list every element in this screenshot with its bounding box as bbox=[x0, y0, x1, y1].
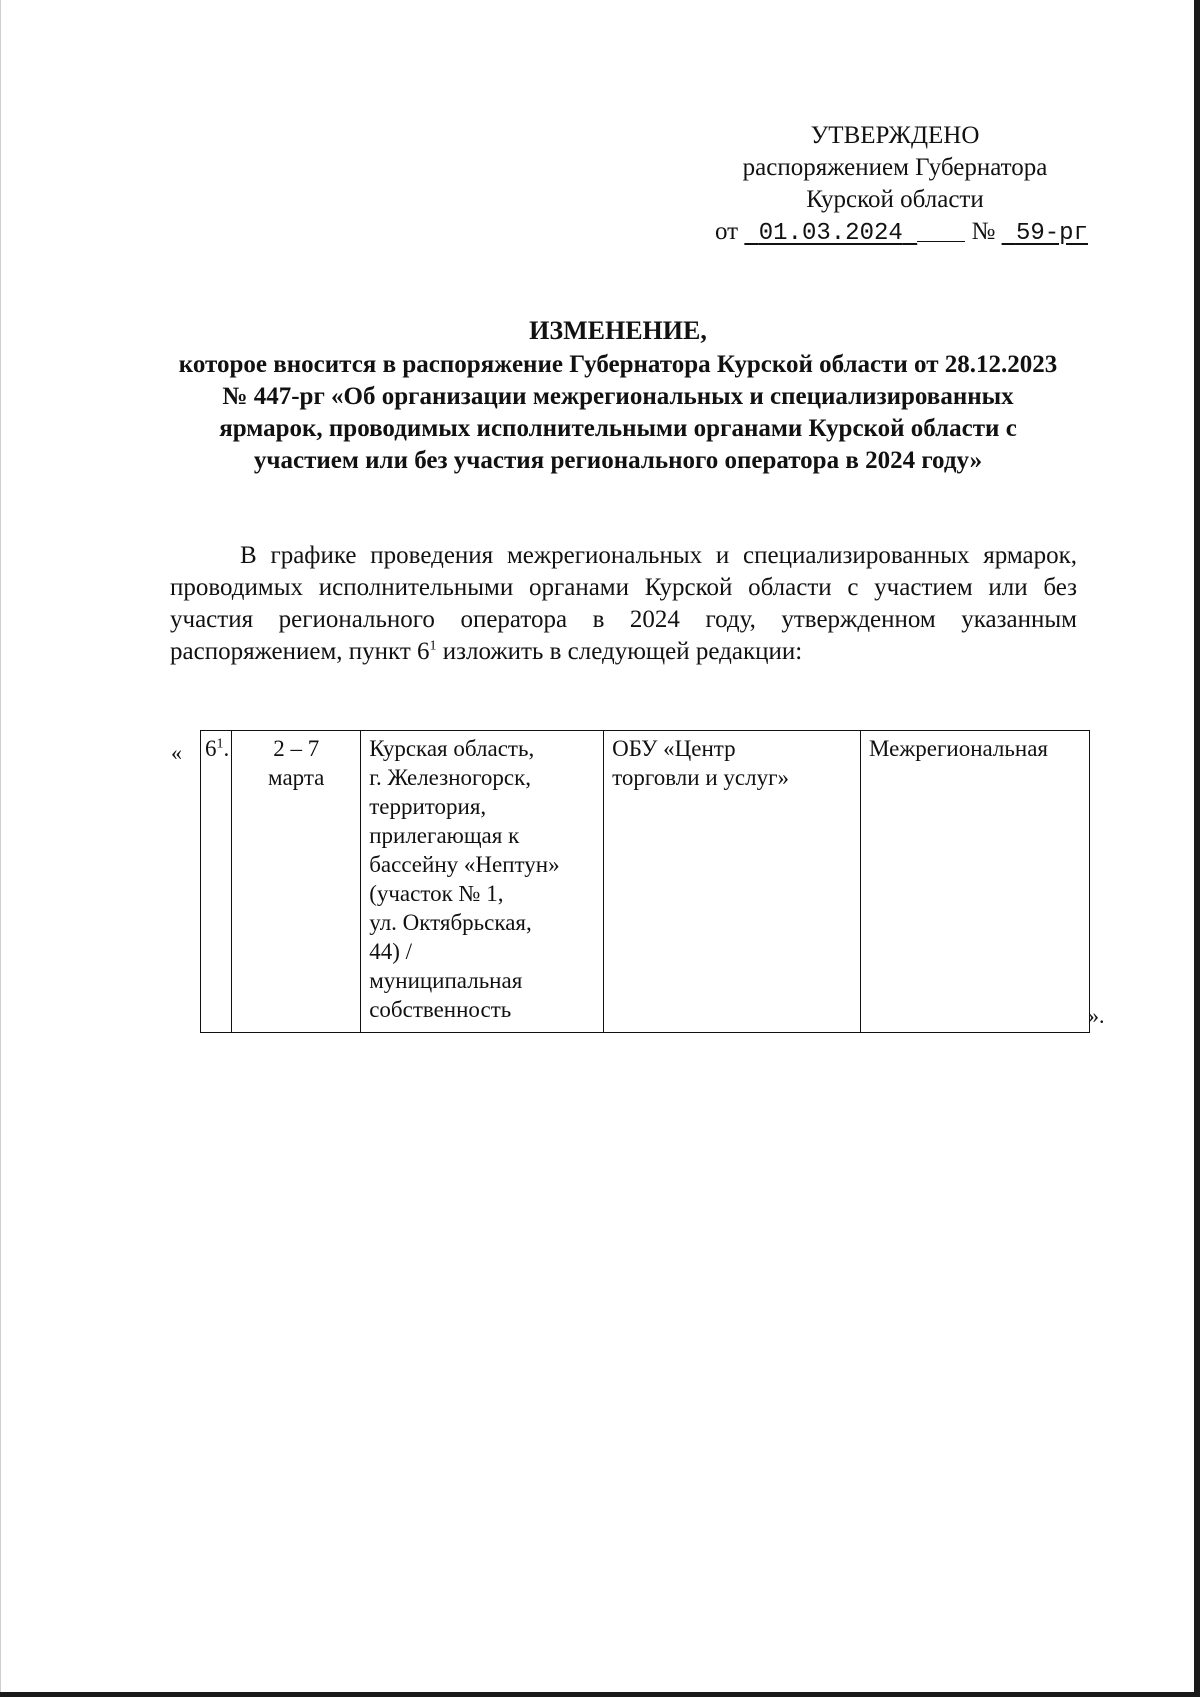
approval-region: Курской области bbox=[806, 186, 984, 213]
body-paragraph: В графике проведения межрегиональных и специализированных ярмарок, проводимых исполнительными органами Курской области с участием или без участия регионального оператора в 2024 году, утвержденном указанным распоряжением, пункт $6^1$ изложить в следующей редакции: bbox=[170, 542, 1077, 665]
title-subtitle: которое вносится в распоряжение Губернатора Курской области от 28.12.2023 № 447-рг «Об организации межрегиональных и специализированных ярмарок, проводимых исполнительными органами Курской области с участием или без участия регионального оператора в 2024 году» bbox=[178, 351, 1058, 474]
cell-fair-type: Межрегиональная bbox=[861, 731, 1090, 1033]
approved-label: УТВЕРЖДЕНО bbox=[810, 122, 980, 149]
approval-date: 01.03.2024 bbox=[758, 220, 903, 247]
date-underline bbox=[917, 240, 965, 242]
approval-number: 59-рг bbox=[1015, 220, 1088, 247]
item-superscript: 1 bbox=[429, 638, 437, 654]
approval-block bbox=[700, 120, 1090, 250]
cell-dates: 2 – 7 марта bbox=[232, 731, 361, 1033]
title-heading: ИЗМЕНЕНИЕ, bbox=[529, 316, 707, 345]
closing-quote: ». bbox=[1088, 1003, 1105, 1028]
cell-organizer: ОБУ «Центр торговли и услуг» bbox=[604, 731, 861, 1033]
approval-date-line bbox=[700, 216, 1090, 250]
table-row bbox=[201, 731, 1090, 1033]
cell-item-number: $6^1$. bbox=[201, 731, 232, 1033]
number-prefix: № bbox=[971, 218, 996, 245]
date-prefix: от bbox=[715, 218, 739, 245]
scan-edge-right bbox=[1194, 0, 1200, 1697]
schedule-table bbox=[200, 730, 1090, 1033]
approval-issuer: распоряжением Губернатора bbox=[742, 154, 1048, 181]
document-title bbox=[168, 315, 1068, 477]
cell-place: Курская область, г. Железногорск, территория, прилегающая к бассейну «Нептун» (участок № 1, ул. Октябрьская, 44) / муниципальная собственность bbox=[361, 731, 604, 1033]
scan-edge-left bbox=[0, 0, 1, 1697]
opening-quote: « bbox=[171, 740, 182, 765]
scan-edge-bottom bbox=[0, 1692, 1200, 1697]
